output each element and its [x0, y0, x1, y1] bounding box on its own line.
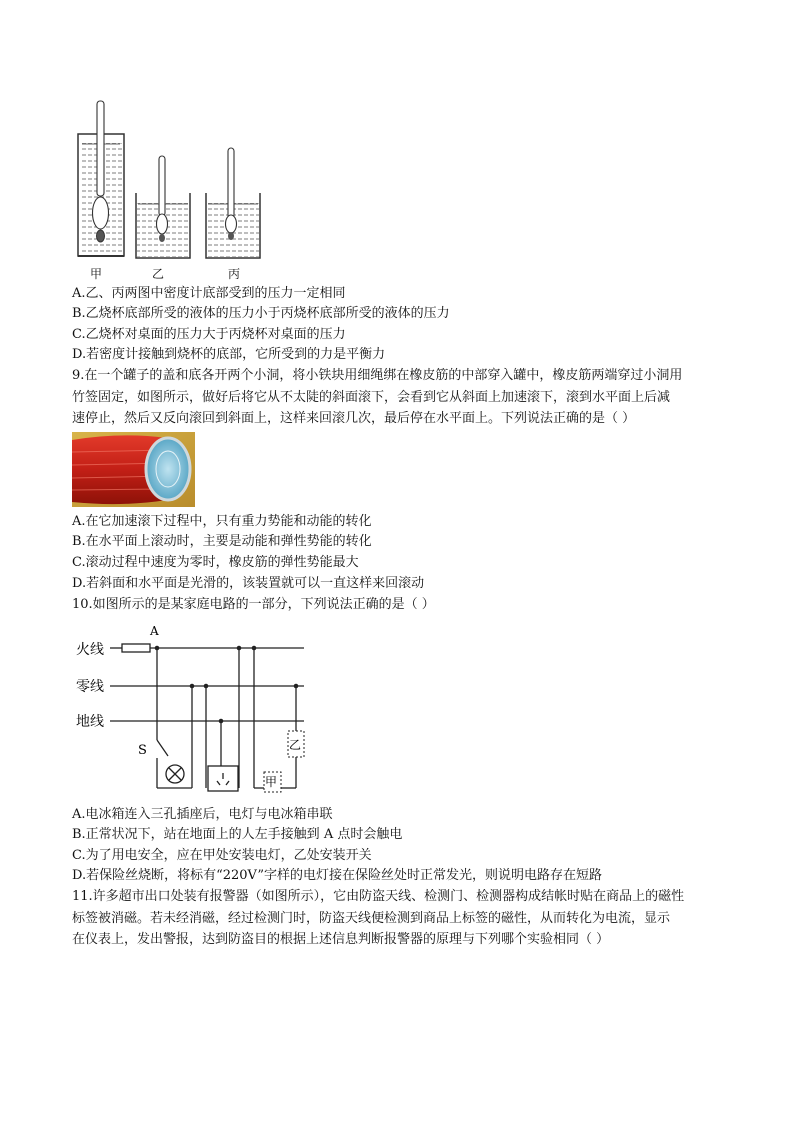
q9-option-a: A.在它加速滚下过程中，只有重力势能和动能的转化 [72, 514, 372, 529]
q11-stem-line-3: 在仪表上，发出警报，达到防盗目的根据上述信息判断报警器的原理与下列哪个实验相同（ ） [72, 932, 610, 947]
label-bing: 丙 [228, 267, 241, 281]
q8-option-a: A.乙、丙两图中密度计底部受到的压力一定相同 [72, 286, 346, 301]
q9-stem-line-1: 9.在一个罐子的盖和底各开两个小洞，将小铁块用细绳绑在橡皮筋的中部穿入罐中，橡皮筋两端穿过小洞用 [72, 368, 683, 383]
q10-option-d: D.若保险丝烧断，将标有“220V”字样的电灯接在保险丝处时正常发光，则说明电路存在短路 [72, 868, 603, 883]
q9-option-c: C.滚动过程中速度为零时，橡皮筋的弹性势能最大 [72, 555, 359, 570]
q10-option-c: C.为了用电安全，应在甲处安装电灯，乙处安装开关 [72, 848, 372, 863]
box-jia-label: 甲 [265, 775, 278, 789]
box-yi-label: 乙 [289, 738, 302, 752]
point-a-label: A [150, 624, 159, 638]
hydrometer-bing [226, 148, 237, 240]
rolling-can-photo [72, 432, 195, 507]
switch-s-label: S [138, 743, 147, 758]
hydrometer-yi [157, 156, 168, 242]
label-yi: 乙 [152, 267, 165, 281]
q11-stem-line-1: 11.许多超市出口处装有报警器（如图所示），它由防盗天线、检测门、检测器构成结帐时贴在商品上的磁性 [72, 889, 685, 904]
q10-stem: 10.如图所示的是某家庭电路的一部分，下列说法正确的是（ ） [72, 597, 435, 612]
live-wire-label: 火线 [76, 642, 104, 658]
ground-wire-label: 地线 [76, 714, 104, 730]
q9-option-b: B.在水平面上滚动时，主要是动能和弹性势能的转化 [72, 534, 372, 549]
q9-stem-line-3: 速停止，然后又反向滚回到斜面上，这样来回滚几次，最后停在水平面上。下列说法正确的是（ ） [72, 411, 636, 426]
q11-stem-line-2: 标签被消磁。若未经消磁，经过检测门时，防盗天线便检测到商品上标签的磁性，从而转化为电流，显示 [72, 911, 671, 926]
q10-option-a: A.电冰箱连入三孔插座后，电灯与电冰箱串联 [72, 807, 333, 822]
q8-option-c: C.乙烧杯对桌面的压力大于丙烧杯对桌面的压力 [72, 327, 346, 342]
hydrometer-figure [70, 98, 270, 283]
q8-option-d: D.若密度计接触到烧杯的底部，它所受到的力是平衡力 [72, 347, 386, 362]
q9-stem-line-2: 竹签固定，如图所示，做好后将它从不太陡的斜面滚下，会看到它从斜面上加速滚下，滚到水平面上后减 [72, 390, 671, 405]
neutral-wire-label: 零线 [76, 679, 104, 695]
household-circuit-diagram [72, 618, 312, 798]
q9-option-d: D.若斜面和水平面是光滑的，该装置就可以一直这样来回滚动 [72, 576, 425, 591]
q10-option-b: B.正常状况下，站在地面上的人左手接触到 A 点时会触电 [72, 827, 403, 842]
label-jia: 甲 [90, 267, 103, 281]
q8-option-b: B.乙烧杯底部所受的液体的压力小于丙烧杯底部所受的液体的压力 [72, 306, 450, 321]
